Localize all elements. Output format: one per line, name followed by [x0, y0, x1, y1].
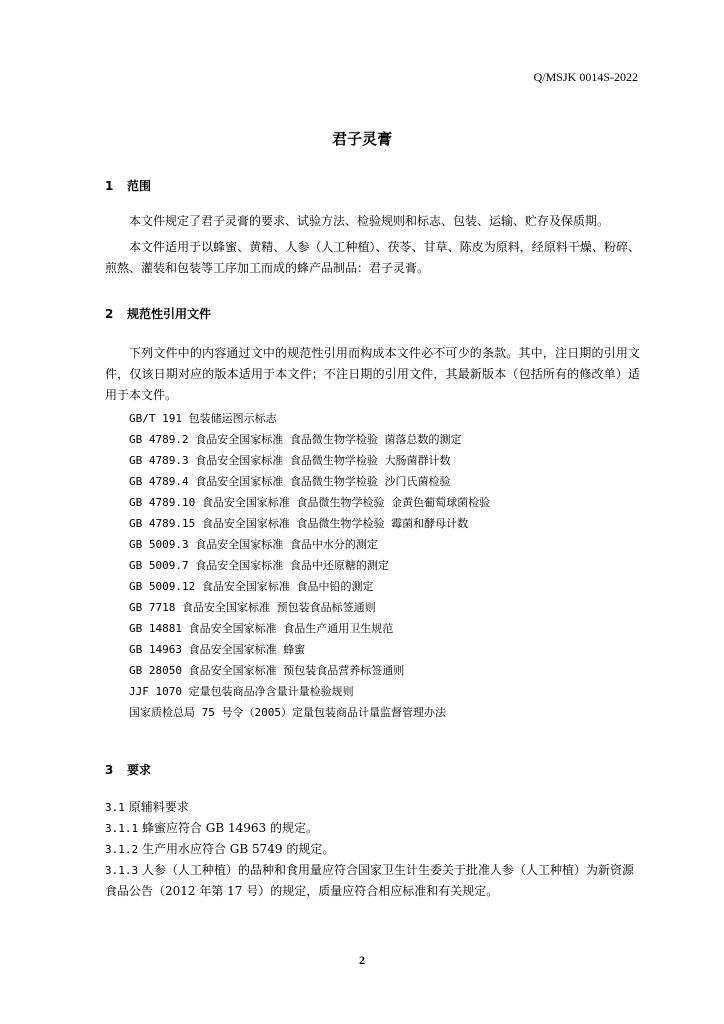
- clause-3-1: [105, 797, 640, 818]
- document-title: 君子灵膏: [331, 130, 392, 148]
- clause-3-1-2: [105, 839, 640, 860]
- reference-item: GB 14881 食品安全国家标准 食品生产通用卫生规范: [129, 622, 394, 635]
- section-title: 要求: [127, 763, 152, 777]
- reference-item: GB 28050 食品安全国家标准 预包装食品营养标签通则: [129, 664, 405, 677]
- section-number: 1: [105, 179, 114, 193]
- reference-item: GB 5009.12 食品安全国家标准 食品中铅的测定: [129, 580, 374, 593]
- standard-code: Q/MSJK 0014S-2022: [533, 70, 638, 84]
- clause-3-1-1: [105, 818, 640, 839]
- references-intro: 下列文件中的内容通过文中的规范性引用而构成本文件必不可少的条款。其中，注日期的引用文件，仅该日期对应的版本适用于本文件；不注日期的引用文件，其最新版本（包括所有的修改单）适用于本文件。: [105, 346, 640, 402]
- reference-item: 国家质检总局 75 号令（2005）定量包装商品计量监督管理办法: [129, 706, 446, 719]
- reference-item: GB 4789.4 食品安全国家标准 食品微生物学检验 沙门氏菌检验: [129, 475, 451, 488]
- reference-item: GB 14963 食品安全国家标准 蜂蜜: [129, 643, 306, 656]
- clause-text: 人参（人工种植）的品种和食用量应符合国家卫生计生委关于批准人参（人工种植）为新资源食品公告（2012 年第 17 号）的规定，质量应符合相应标准和有关规定。: [105, 863, 634, 898]
- scope-paragraph-2: 本文件适用于以蜂蜜、黄精、人参（人工种植）、茯苓、甘草、陈皮为原料，经原料干燥、粉碎、煎熬、灌装和包装等工序加工而成的蜂产品制品：君子灵膏。: [105, 240, 640, 275]
- reference-item: GB 4789.10 食品安全国家标准 食品微生物学检验 金黄色葡萄球菌检验: [129, 496, 491, 509]
- clause-text: 生产用水应符合 GB 5749 的规定。: [141, 842, 335, 856]
- reference-item: GB 4789.2 食品安全国家标准 食品微生物学检验 菌落总数的测定: [129, 433, 462, 446]
- section-number: 3: [105, 763, 114, 777]
- section-heading-2: [105, 305, 211, 322]
- clause-number: 3.1.2: [105, 843, 139, 856]
- reference-item: GB 5009.3 食品安全国家标准 食品中水分的测定: [129, 538, 378, 551]
- page-number: 2: [359, 953, 365, 967]
- clause-number: 3.1: [105, 801, 125, 814]
- clause-number: 3.1.1: [105, 822, 139, 835]
- clause-text: 蜂蜜应符合 GB 14963 的规定。: [141, 821, 318, 835]
- section-number: 2: [105, 307, 114, 321]
- clause-3-1-3: [105, 860, 640, 902]
- reference-item: GB 5009.7 食品安全国家标准 食品中还原糖的测定: [129, 559, 389, 572]
- section-heading-1: [105, 177, 151, 194]
- section-title: 规范性引用文件: [127, 307, 212, 321]
- section-title: 范围: [127, 179, 152, 193]
- section-heading-3: [105, 761, 151, 778]
- clause-number: 3.1.3: [105, 864, 139, 877]
- reference-item: JJF 1070 定量包装商品净含量计量检验规则: [129, 685, 354, 698]
- reference-item: GB/T 191 包装储运图示标志: [129, 412, 277, 425]
- reference-item: GB 7718 食品安全国家标准 预包装食品标签通则: [129, 601, 376, 614]
- clause-text: 原辅料要求: [128, 800, 189, 814]
- reference-item: GB 4789.3 食品安全国家标准 食品微生物学检验 大肠菌群计数: [129, 454, 451, 467]
- scope-paragraph-1: 本文件规定了君子灵膏的要求、试验方法、检验规则和标志、包装、运输、贮存及保质期。: [129, 214, 610, 228]
- reference-item: GB 4789.15 食品安全国家标准 食品微生物学检验 霉菌和酵母计数: [129, 517, 469, 530]
